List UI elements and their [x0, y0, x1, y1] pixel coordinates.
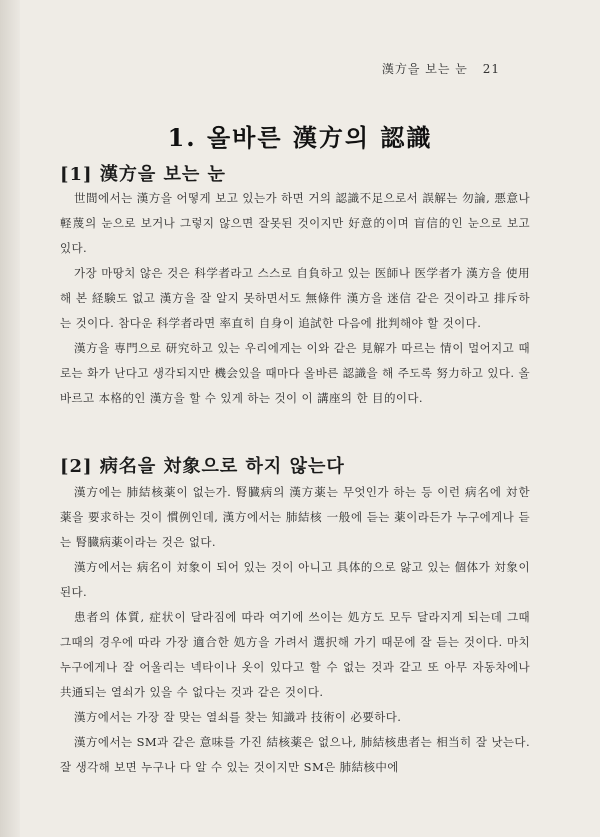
paragraph: 漢方에는 肺結核薬이 없는가. 腎臓病의 漢方薬는 무엇인가 하는 등 이런 病名에 対한 薬을 要求하는 것이 慣例인데, 漢方에서는 肺結核 一般에 듣는 薬이라든가 누구에게나 듣는 腎臓病薬이라는 것은 없다. [60, 485, 530, 549]
paragraph: 가장 마땅치 않은 것은 科学者라고 스스로 自負하고 있는 医師나 医学者가 漢方을 使用해 본 経験도 없고 漢方을 잘 알지 못하면서도 無條件 漢方을 迷信 같은 것이라고 排斥하는 것이다. 참다운 科学者라면 率直히 自身이 追試한 다음에 批判해야 할 것이다. [60, 266, 530, 330]
paragraph: 漢方에서는 가장 잘 맞는 열쇠를 찾는 知識과 技術이 必要하다. [74, 710, 402, 724]
section-heading-1: [1] 漢方을 보는 눈 [60, 164, 226, 185]
paragraph: 漢方에서는 病名이 対象이 되어 있는 것이 아니고 具体的으로 앓고 있는 個体가 対象이 된다. [60, 560, 530, 599]
paragraph: 患者의 体質, 症状이 달라짐에 따라 여기에 쓰이는 処方도 모두 달라지게 되는데 그때 그때의 경우에 따라 가장 適合한 処方을 가려서 選択해 가기 때문에 잘 듣는 것이다. 마치 누구에게나 잘 어울리는 넥타이나 옷이 있다고 할 수 없는 것과 같고 또 아무 자동차에나 共通되는 열쇠가 있을 수 없다는 것과 같은 것이다. [60, 610, 530, 699]
paragraph: 世間에서는 漢方을 어떻게 보고 있는가 하면 거의 認識不足으로서 誤解는 勿論, 悪意나 軽蔑의 눈으로 보거나 그렇지 않으면 잘못된 것이지만 好意的이며 盲信的인 눈으로 보고 있다. [60, 191, 530, 255]
paragraph: 漢方에서는 SM과 같은 意味를 가진 結核薬은 없으나, 肺結核患者는 相当히 잘 낫는다. 잘 생각해 보면 누구나 다 알 수 있는 것이지만 SM은 肺結核中에 [60, 735, 530, 774]
section-1-body [60, 186, 530, 411]
page-number: 21 [482, 62, 500, 76]
running-header [382, 60, 500, 77]
section-2-body [60, 480, 530, 780]
section-heading-2: [2] 病名을 対象으로 하지 않는다 [60, 456, 345, 477]
chapter-title: 1. 올바른 漢方의 認識 [167, 123, 433, 152]
paragraph: 漢方을 専門으로 研究하고 있는 우리에게는 이와 같은 見解가 따르는 情이 멀어지고 때로는 화가 난다고 생각되지만 機会있을 때마다 올바른 認識을 해 주도록 努力하고 있다. 올바르고 本格的인 漢方을 할 수 있게 하는 것이 이 講座의 한 目的이다. [60, 341, 530, 405]
running-title: 漢方을 보는 눈 [381, 62, 468, 76]
